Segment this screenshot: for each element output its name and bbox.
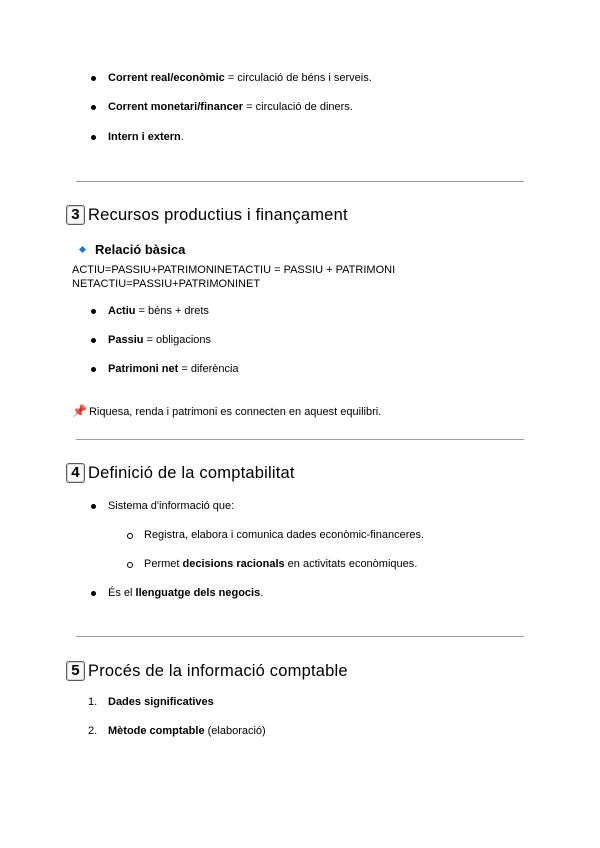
numbered-item [88,725,266,737]
item-number: 2. [88,725,98,737]
section-heading-4 [66,463,295,483]
definition: . [180,131,184,143]
note-text: Riquesa, renda i patrimoni es connecten en aquest equilibri. [88,406,382,418]
term: Patrimoni net [108,363,179,375]
sub-list-item [144,558,417,570]
formula-line: NETACTIU=PASSIU+PATRIMONINET [72,278,261,290]
list-item [108,587,263,599]
emphasis: decisions racionals [182,558,285,570]
subheading [78,242,185,257]
blue-diamond-icon [79,246,86,253]
definition: = diferència [178,363,239,375]
text: És el [108,587,136,599]
formula-line: ACTIU=PASSIU+PATRIMONINETACTIU = PASSIU + PATRIMONI [72,264,396,276]
pushpin-icon: 📌 [72,404,87,418]
section-heading-5 [66,661,348,681]
list-item [108,334,211,346]
definition: = obligacions [143,334,212,346]
section-heading-3 [66,205,348,225]
item-number: 1. [88,696,98,708]
term: Corrent real/econòmic [108,72,225,84]
definition: (elaboració) [204,725,266,737]
definition: = circulació de béns i serveis. [224,72,372,84]
list-item: Sistema d'informació que: [108,500,235,512]
sub-list-item: Registra, elabora i comunica dades econòmic-financeres. [144,529,425,541]
list-item [108,72,372,84]
numbered-item [88,696,214,708]
term: Actiu [108,305,136,317]
definition: = béns + drets [135,305,209,317]
section-title: Procés de la informació comptable [88,661,348,680]
list-item [108,363,239,375]
term: Corrent monetari/financer [108,101,244,113]
section-divider [76,439,524,440]
list-item [108,101,353,113]
section-title: Recursos productius i finançament [88,205,348,224]
subheading-text: Relació bàsica [95,242,186,257]
text: en activitats econòmiques. [284,558,418,570]
definition: = circulació de diners. [243,101,353,113]
text: Permet [144,558,183,570]
term: Intern i extern [108,131,181,143]
keycap-3-icon: 3 [66,205,85,225]
section-title: Definició de la comptabilitat [88,463,295,482]
keycap-4-icon: 4 [66,463,85,483]
text: . [260,587,264,599]
term: Passiu [108,334,144,346]
section-divider [76,636,524,637]
keycap-5-icon: 5 [66,661,85,681]
section-divider [76,181,524,182]
emphasis: llenguatge dels negocis [135,587,261,599]
term: Mètode comptable [108,725,205,737]
note [72,404,381,418]
list-item [108,305,209,317]
list-item [108,131,184,143]
term: Dades significatives [108,696,214,708]
